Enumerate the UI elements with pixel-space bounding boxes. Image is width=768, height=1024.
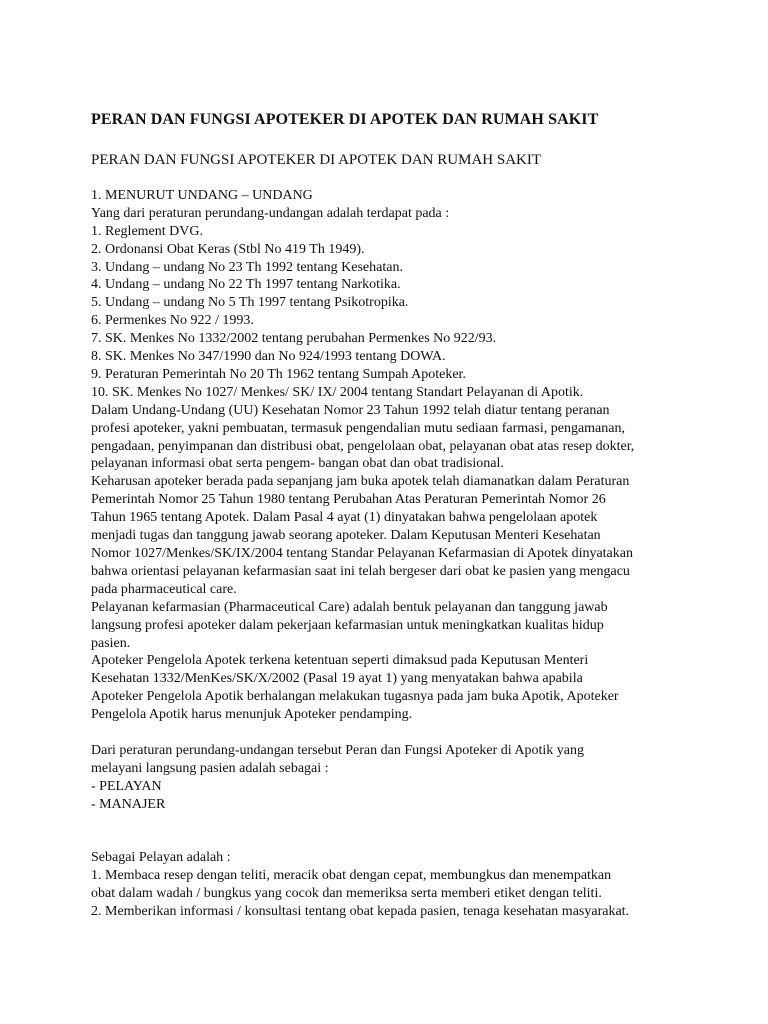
regulation-item: 10. SK. Menkes No 1027/ Menkes/ SK/ IX/ 2004 tentang Standart Pelayanan di Apotik.: [91, 384, 584, 400]
text-line: langsung profesi apoteker dalam pekerjaan kefarmasian untuk meningkatkan kualitas hidup: [91, 617, 604, 633]
text-line: Apoteker Pengelola Apotek terkena ketentuan seperti dimaksud pada Keputusan Menteri: [91, 653, 589, 669]
pelayan-heading: Sebagai Pelayan adalah :: [91, 850, 231, 866]
text-line: Tahun 1965 tentang Apotek. Dalam Pasal 4 ayat (1) dinyatakan bahwa pengelolaan apotek: [91, 510, 598, 526]
text-line: Pelayanan kefarmasian (Pharmaceutical Care) adalah bentuk pelayanan dan tanggung jawab: [91, 599, 608, 615]
regulation-item: 2. Ordonansi Obat Keras (Stbl No 419 Th 1949).: [91, 241, 365, 257]
text-line: pasien.: [91, 635, 131, 651]
text-line: Pengelola Apotik harus menunjuk Apoteker pendamping.: [91, 707, 413, 723]
text-line: obat dalam wadah / bungkus yang cocok dan memeriksa serta memberi etiket dengan teliti.: [91, 886, 602, 902]
text-line: Dari peraturan perundang-undangan tersebut Peran dan Fungsi Apoteker di Apotik yang: [91, 742, 584, 758]
regulation-item: 8. SK. Menkes No 347/1990 dan No 924/1993 tentang DOWA.: [91, 349, 446, 365]
paragraph-apoteker-pengelola: [91, 652, 731, 724]
regulation-item: 1. Reglement DVG.: [91, 223, 203, 239]
regulation-item: 3. Undang – undang No 23 Th 1992 tentang Kesehatan.: [91, 259, 403, 275]
text-line: Nomor 1027/Menkes/SK/IX/2004 tentang Standar Pelayanan Kefarmasian di Apotek dinyatakan: [91, 546, 633, 562]
text-line: 2. Memberikan informasi / konsultasi tentang obat kepada pasien, tenaga kesehatan masyarakat.: [91, 904, 630, 920]
paragraph-pharmaceutical-care: [91, 599, 731, 653]
document-subtitle: PERAN DAN FUNGSI APOTEKER DI APOTEK DAN RUMAH SAKIT: [91, 152, 542, 168]
text-line: Kesehatan 1332/MenKes/SK/X/2002 (Pasal 19 ayat 1) yang menyatakan bahwa apabila: [91, 671, 583, 687]
text-line: Pemerintah Nomor 25 Tahun 1980 tentang Perubahan Atas Peraturan Pemerintah Nomor 26: [91, 492, 606, 508]
regulation-item: 9. Peraturan Pemerintah No 20 Th 1962 tentang Sumpah Apoteker.: [91, 366, 466, 382]
paragraph-peran-fungsi: [91, 742, 731, 778]
text-line: bahwa orientasi pelayanan kefarmasian saat ini telah bergeser dari obat ke pasien yang mengacu: [91, 563, 630, 579]
text-line: pengadaan, penyimpanan dan distribusi obat, pengelolaan obat, pelayanan obat atas resep dokter,: [91, 438, 635, 454]
blank-line: [91, 831, 731, 849]
regulation-item: 7. SK. Menkes No 1332/2002 tentang perubahan Permenkes No 922/93.: [91, 331, 497, 347]
regulation-item: 6. Permenkes No 922 / 1993.: [91, 313, 254, 329]
text-line: profesi apoteker, yakni pembuatan, termasuk pengendalian mutu sediaan farmasi, pengamanan,: [91, 420, 625, 436]
text-line: Keharusan apoteker berada pada sepanjang jam buka apotek telah diamanatkan dalam Peraturan: [91, 474, 630, 490]
text-line: pelayanan informasi obat serta pengem- bangan obat dan obat tradisional.: [91, 456, 504, 472]
text-line: melayani langsung pasien adalah sebagai :: [91, 760, 329, 776]
blank-line: [91, 169, 731, 187]
paragraph-keharusan: [91, 473, 731, 598]
document-body: [91, 151, 731, 921]
role-list: [91, 778, 731, 814]
text-line: Apoteker Pengelola Apotik berhalangan melakukan tugasnya pada jam buka Apotik, Apoteker: [91, 689, 619, 705]
document-title: PERAN DAN FUNGSI APOTEKER DI APOTEK DAN RUMAH SAKIT: [91, 111, 599, 128]
paragraph-uu-kesehatan: [91, 402, 731, 474]
pelayan-list: [91, 867, 731, 921]
regulation-list: [91, 223, 731, 402]
blank-line: [91, 724, 731, 742]
section-heading: 1. MENURUT UNDANG – UNDANG: [91, 187, 313, 203]
text-line: menjadi tugas dan tanggung jawab seorang apoteker. Dalam Keputusan Menteri Kesehatan: [91, 528, 601, 544]
role-item: - MANAJER: [91, 796, 166, 812]
regulation-item: 4. Undang – undang No 22 Th 1997 tentang Narkotika.: [91, 277, 401, 293]
text-line: 1. Membaca resep dengan teliti, meracik obat dengan cepat, membungkus dan menempatkan: [91, 868, 612, 884]
intro-line: Yang dari peraturan perundang-undangan adalah terdapat pada :: [91, 205, 450, 221]
regulation-item: 5. Undang – undang No 5 Th 1997 tentang Psikotropika.: [91, 295, 409, 311]
text-line: Dalam Undang-Undang (UU) Kesehatan Nomor 23 Tahun 1992 telah diatur tentang peranan: [91, 402, 610, 418]
blank-line: [91, 814, 731, 832]
text-line: pada pharmaceutical care.: [91, 581, 237, 597]
role-item: - PELAYAN: [91, 778, 162, 794]
